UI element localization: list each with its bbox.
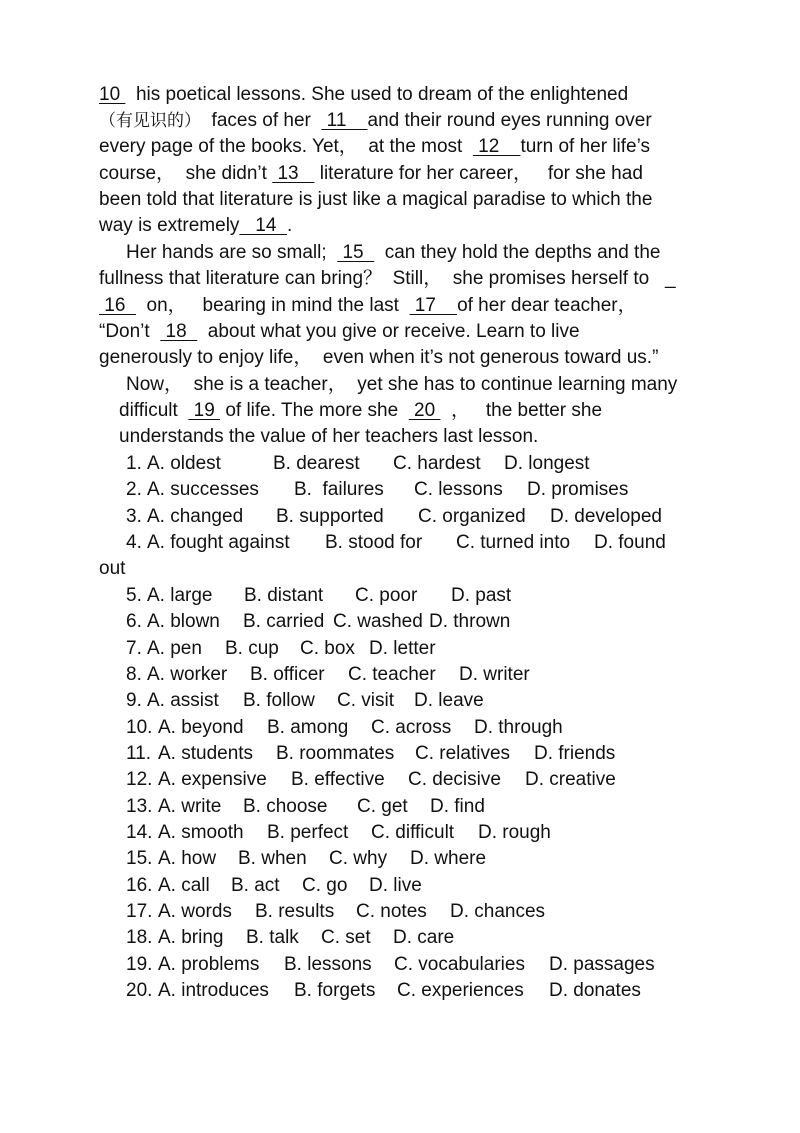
option-b[interactable]: B. dearest: [273, 453, 360, 474]
option-c[interactable]: C. decisive: [408, 769, 501, 791]
option-b[interactable]: B. officer: [250, 663, 325, 685]
option-c[interactable]: C. why: [329, 848, 388, 870]
question-number: 13.: [126, 795, 153, 817]
option-c[interactable]: C. get: [357, 795, 408, 817]
option-a[interactable]: A. changed: [147, 505, 244, 527]
option-a[interactable]: A. pen: [147, 637, 202, 659]
question-option-row: [0, 636, 800, 662]
question-number: 10.: [126, 716, 153, 738]
option-c[interactable]: C. turned into: [456, 532, 571, 554]
option-c[interactable]: C. go: [302, 874, 348, 896]
option-b[interactable]: B. talk: [246, 927, 299, 949]
option-d[interactable]: D. letter: [369, 637, 436, 659]
option-d[interactable]: D. found: [594, 532, 666, 554]
option-d[interactable]: D. creative: [525, 769, 616, 791]
option-b[interactable]: B. among: [267, 716, 349, 738]
passage-line-9: 16 on， bearing in mind the last 17 of her dear teacher，: [99, 295, 637, 316]
option-d[interactable]: D. leave: [414, 690, 484, 712]
blank-17: 17: [409, 295, 458, 316]
question-option-row: [0, 688, 800, 714]
option-c[interactable]: C. across: [371, 716, 452, 738]
option-d[interactable]: D. thrown: [429, 611, 511, 633]
question-number: 19.: [126, 953, 153, 975]
option-d[interactable]: D. friends: [534, 742, 616, 764]
option-d[interactable]: D. developed: [550, 505, 662, 527]
option-c[interactable]: C. lessons: [414, 479, 503, 501]
option-b[interactable]: B. stood for: [325, 532, 423, 554]
option-a[interactable]: A. students: [158, 742, 254, 764]
question-number: 3.: [126, 505, 142, 527]
option-d[interactable]: D. promises: [527, 479, 629, 501]
option-b[interactable]: B. carried: [243, 611, 325, 633]
option-b[interactable]: B. perfect: [267, 821, 349, 843]
option-d[interactable]: D. passages: [549, 953, 655, 975]
question-number: 8.: [126, 663, 142, 685]
option-c[interactable]: C. set: [321, 927, 371, 949]
option-a[interactable]: A. words: [158, 901, 232, 922]
question-number: 11.: [126, 742, 152, 764]
option-b[interactable]: B. failures: [294, 479, 384, 501]
option-b[interactable]: B. results: [255, 901, 335, 922]
passage-line-12: Now， she is a teacher， yet she has to continue learning many: [126, 374, 678, 395]
option-b[interactable]: B. forgets: [294, 980, 376, 1001]
blank-16: 16: [99, 295, 136, 316]
blank-18: 18: [160, 321, 198, 342]
blank-12: 12: [472, 136, 521, 157]
option-c[interactable]: C. difficult: [371, 821, 455, 843]
question-number: 4.: [126, 532, 142, 554]
passage-line-8: fullness that literature can bring？ Still， she promises herself to _: [99, 268, 676, 289]
chinese-annotation: （有见识的）: [99, 111, 201, 131]
option-a[interactable]: A. problems: [158, 953, 260, 975]
question-number: 16.: [126, 874, 153, 896]
blank-19: 19: [188, 400, 221, 421]
option-b[interactable]: B. roommates: [276, 742, 395, 764]
option-c[interactable]: C. relatives: [415, 742, 511, 764]
question-option-row: [0, 952, 800, 978]
blank-11: 11: [321, 110, 368, 131]
option-c[interactable]: C. teacher: [348, 663, 436, 685]
option-d[interactable]: D. through: [474, 716, 563, 738]
option-b[interactable]: B. supported: [276, 505, 384, 527]
option-d-continued[interactable]: out: [99, 558, 126, 580]
question-number: 6.: [126, 611, 142, 633]
question-option-row: [0, 477, 800, 503]
blank-14: 14: [239, 215, 287, 236]
option-d[interactable]: D. live: [369, 874, 422, 896]
passage-line-4: course， she didn’t 13 literature for her career， for she had: [99, 163, 643, 184]
option-c[interactable]: C. vocabularies: [394, 953, 525, 975]
passage-line-7: Her hands are so small; 15 can they hold the depths and the: [126, 242, 661, 263]
passage-line-1: 10 his poetical lessons. She used to dream of the enlightened: [99, 84, 629, 105]
question-option-row: [0, 767, 800, 793]
option-d[interactable]: D. past: [451, 584, 512, 606]
question-option-row: [0, 873, 800, 899]
option-c[interactable]: C. hardest: [393, 453, 481, 474]
question-number: 2.: [126, 479, 142, 501]
option-a[interactable]: A. call: [158, 874, 210, 896]
question-number: 12.: [126, 769, 153, 791]
question-option-row: [0, 504, 800, 530]
option-d[interactable]: D. find: [430, 795, 485, 817]
option-a[interactable]: A. bring: [158, 927, 224, 949]
question-option-row: [0, 846, 800, 872]
option-a[interactable]: A. write: [158, 795, 222, 817]
question-number: 18.: [126, 927, 153, 949]
option-c[interactable]: C. experiences: [397, 980, 524, 1001]
question-option-row: [0, 820, 800, 846]
question-number: 7.: [126, 637, 142, 659]
option-a[interactable]: A. beyond: [158, 716, 244, 738]
option-a[interactable]: A. blown: [147, 611, 220, 633]
option-c[interactable]: C. organized: [418, 505, 526, 527]
blank-10: 10: [99, 84, 126, 105]
option-b[interactable]: B. distant: [244, 584, 324, 606]
passage-line-11: generously to enjoy life， even when it’s not generous toward us.”: [99, 347, 659, 368]
question-number: 14.: [126, 821, 153, 843]
question-number: 5.: [126, 584, 142, 606]
passage-line-2: （有见识的） faces of her 11 and their round eyes running over: [99, 110, 652, 131]
question-number: 1.: [126, 453, 142, 474]
option-a[interactable]: A. large: [147, 584, 213, 606]
option-b[interactable]: B. act: [231, 874, 280, 896]
option-c[interactable]: C. box: [300, 637, 355, 659]
option-c[interactable]: C. washed: [333, 611, 423, 633]
option-b[interactable]: B. follow: [243, 690, 315, 712]
option-d[interactable]: D. chances: [450, 901, 546, 922]
option-d[interactable]: D. care: [393, 927, 455, 949]
option-d[interactable]: D. writer: [459, 663, 530, 685]
option-b[interactable]: B. lessons: [284, 953, 372, 975]
option-d[interactable]: D. longest: [504, 453, 590, 474]
option-a[interactable]: A. fought against: [147, 532, 290, 554]
question-option-row: [0, 794, 800, 820]
question-option-row: [0, 899, 800, 925]
question-option-row: [0, 978, 800, 1004]
option-a[interactable]: A. expensive: [158, 769, 267, 791]
blank-20: 20: [408, 400, 441, 421]
passage-line-13: difficult 19 of life. The more she 20 ， the better she: [119, 400, 603, 421]
passage-line-3: every page of the books. Yet， at the most 12 turn of her life’s: [99, 136, 650, 157]
question-number: 17.: [126, 901, 153, 922]
question-number: 20.: [126, 980, 153, 1001]
option-b[interactable]: B. effective: [291, 769, 385, 791]
option-b[interactable]: B. cup: [225, 637, 279, 659]
option-a[interactable]: A. smooth: [158, 821, 244, 843]
question-option-row: [0, 662, 800, 688]
passage-line-14: understands the value of her teachers last lesson.: [119, 426, 539, 447]
option-b[interactable]: B. choose: [243, 795, 328, 817]
option-d[interactable]: D. where: [410, 848, 487, 870]
option-b[interactable]: B. when: [238, 848, 307, 870]
question-option-row: [0, 451, 800, 477]
option-a[interactable]: A. successes: [147, 479, 259, 501]
passage-line-10: “Don’t 18 about what you give or receive. Learn to live: [99, 321, 580, 342]
question-option-row: [0, 530, 800, 556]
question-number: 15.: [126, 848, 153, 870]
blank-13: 13: [272, 163, 315, 184]
option-a[interactable]: A. oldest: [147, 453, 221, 474]
question-option-row: [0, 583, 800, 609]
option-d[interactable]: D. rough: [478, 821, 551, 843]
option-c[interactable]: C. poor: [355, 584, 418, 606]
question-option-row: [0, 925, 800, 951]
option-d[interactable]: D. donates: [549, 980, 641, 1001]
question-option-row: [0, 741, 800, 767]
passage-line-6: way is extremely 14 .: [99, 215, 293, 236]
blank-15: 15: [337, 242, 375, 263]
option-c[interactable]: C. notes: [356, 901, 427, 922]
passage-line-5: been told that literature is just like a magical paradise to which the: [99, 189, 653, 210]
question-option-row: [0, 609, 800, 635]
option-a[interactable]: A. assist: [147, 690, 219, 712]
option-a[interactable]: A. introduces: [158, 980, 269, 1001]
option-c[interactable]: C. visit: [337, 690, 394, 712]
question-number: 9.: [126, 690, 142, 712]
option-a[interactable]: A. how: [158, 848, 217, 870]
option-a[interactable]: A. worker: [147, 663, 228, 685]
question-option-row: [0, 715, 800, 741]
